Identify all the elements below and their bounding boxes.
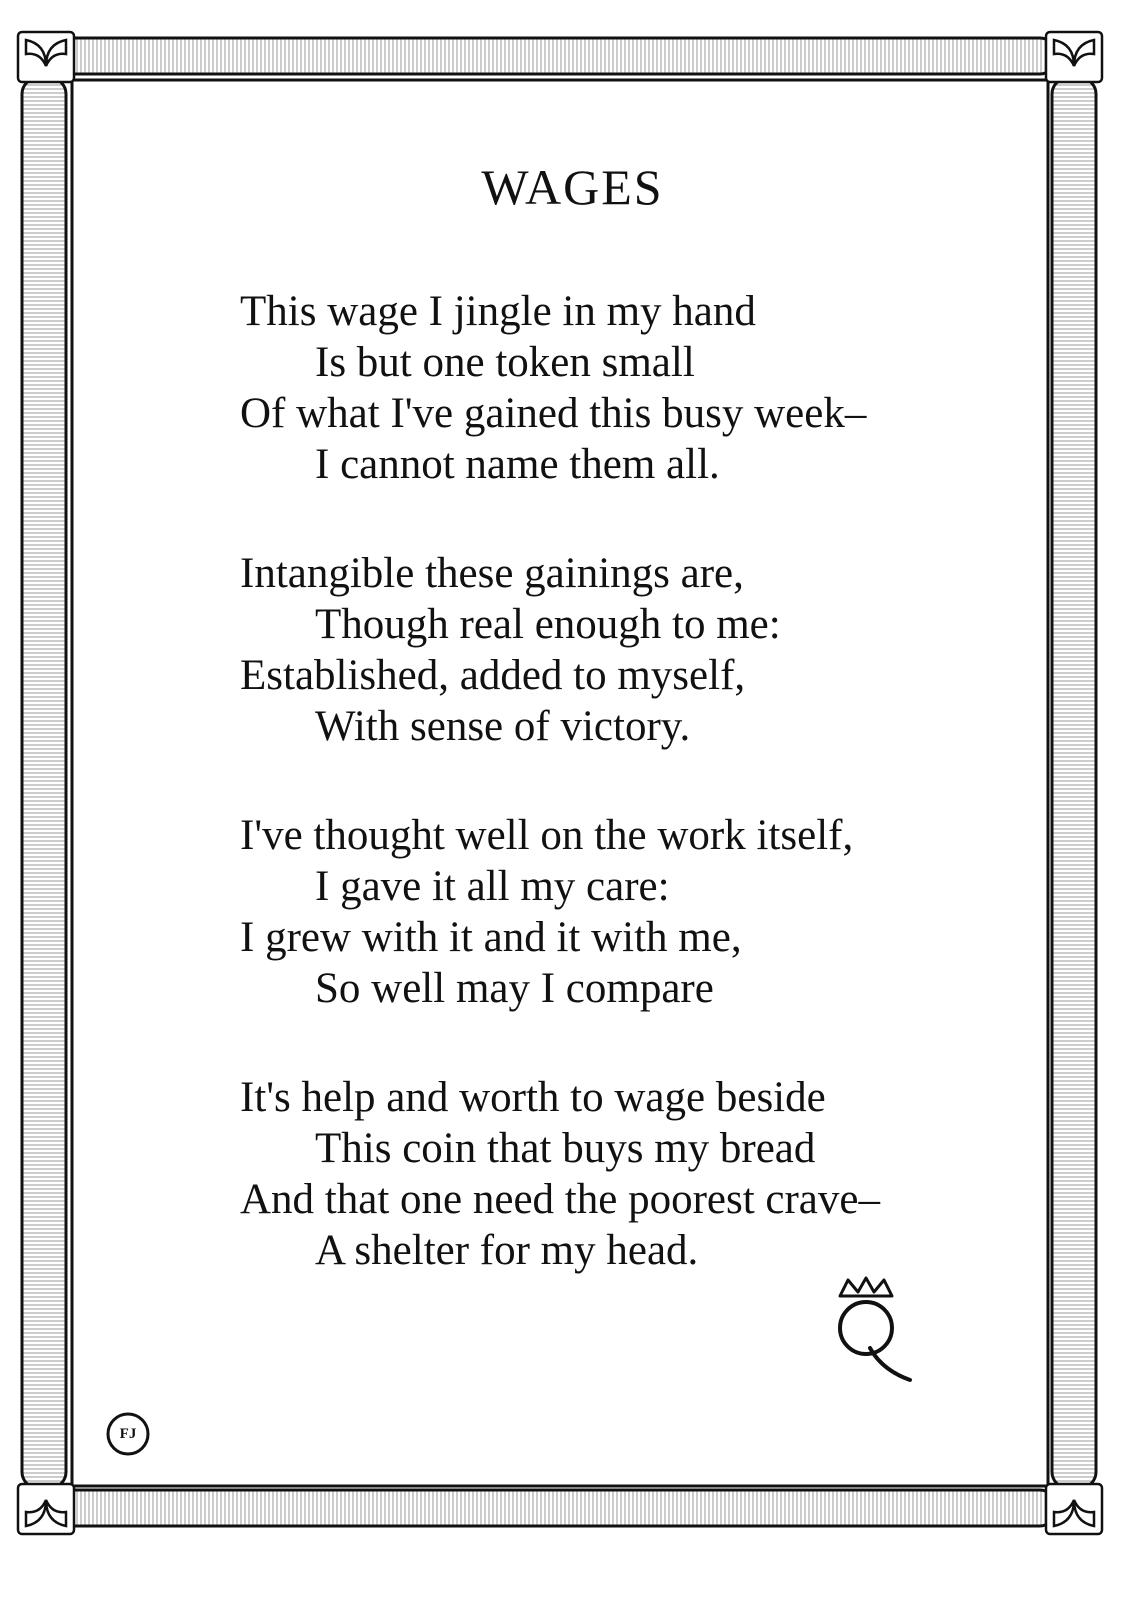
corner-ornament-bottom-right: [1046, 1484, 1102, 1534]
corner-ornament-top-right: [1046, 32, 1102, 82]
fj-monogram-text: FJ: [119, 1426, 137, 1442]
border-top-bar: [58, 38, 1054, 74]
poem-line: I've thought well on the work itself,: [240, 812, 854, 859]
poem-line: This wage I jingle in my hand: [240, 288, 756, 335]
poem-body: [240, 286, 1040, 1334]
corner-ornament-bottom-left: [18, 1484, 74, 1534]
poem-line: This coin that buys my bread: [315, 1125, 816, 1172]
border-left-pillar: [22, 78, 66, 1488]
corner-ornament-top-left: [18, 32, 74, 82]
poem-line: Is but one token small: [315, 339, 695, 386]
border-bottom-bar: [58, 1490, 1054, 1526]
poem-title: WAGES: [481, 159, 664, 215]
stanza: [240, 548, 1040, 752]
poem-line: So well may I compare: [315, 965, 714, 1012]
q-monogram-icon: [818, 1270, 914, 1386]
poem-line: With sense of victory.: [315, 703, 691, 750]
border-right-pillar: [1052, 78, 1096, 1488]
poem-line: I grew with it and it with me,: [240, 914, 742, 961]
poem-line: Intangible these gainings are,: [240, 550, 744, 597]
poem-line: And that one need the poorest crave–: [240, 1176, 880, 1223]
poem-line: It's help and worth to wage beside: [240, 1074, 826, 1121]
stanza: [240, 1072, 1040, 1276]
poem-line: I cannot name them all.: [315, 441, 720, 488]
stanza: [240, 286, 1040, 490]
poem-line: Established, added to myself,: [240, 652, 746, 699]
poem-line: A shelter for my head.: [315, 1227, 699, 1274]
poem-line: Of what I've gained this busy week–: [240, 390, 867, 437]
poem-line: Though real enough to me:: [315, 601, 781, 648]
poem-line: I gave it all my care:: [315, 863, 670, 910]
stanza: [240, 810, 1040, 1014]
